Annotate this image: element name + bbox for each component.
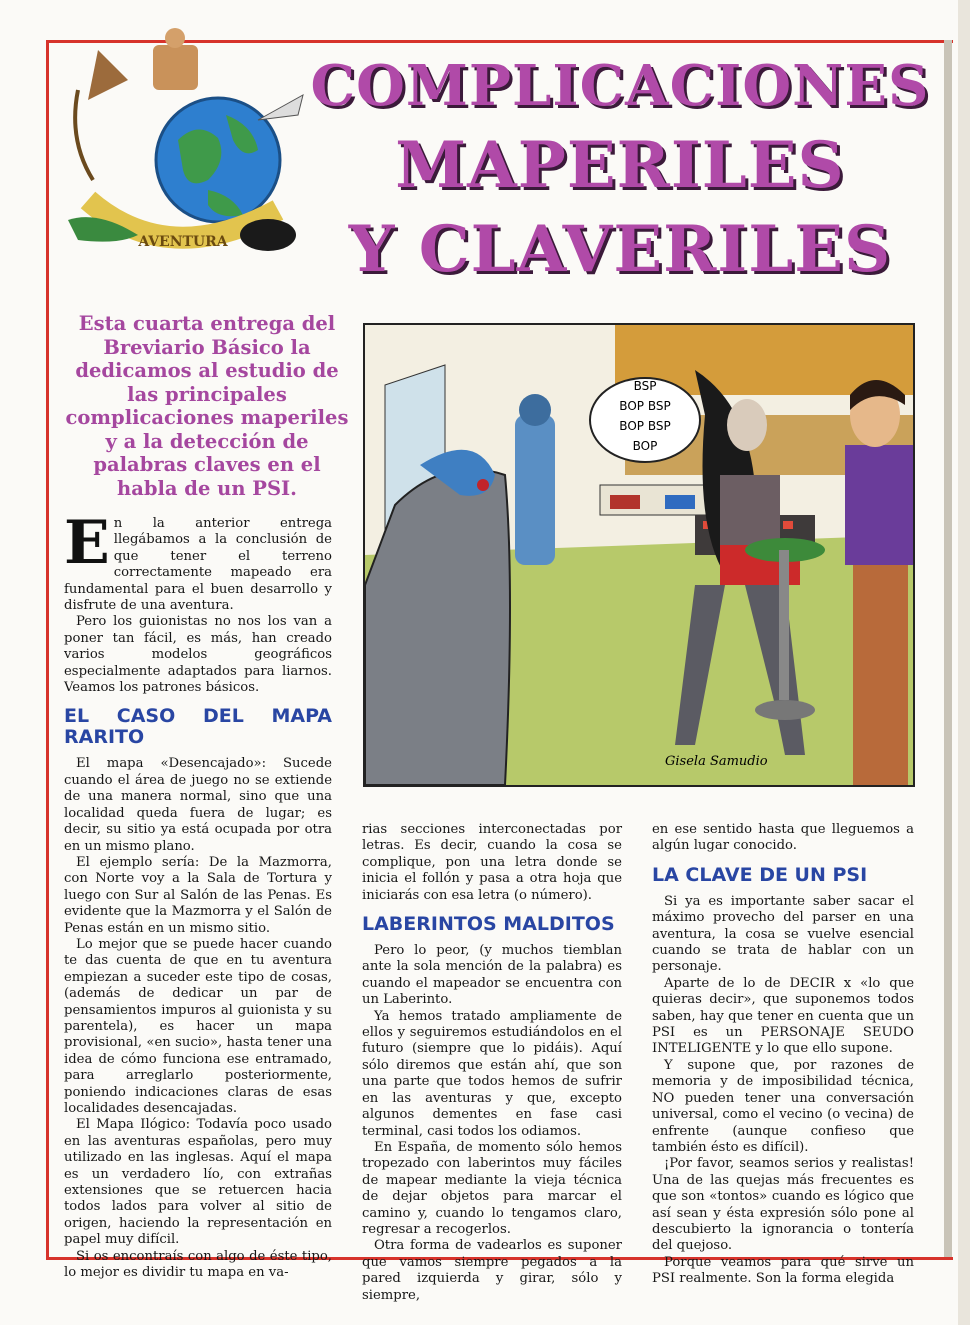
col1-paragraph-5: Lo mejor que se puede hacer cuando te das cuenta de que en tu aventura empiezan a suceder este tipo de cosas, (además de dedicar un par de pensamientos impuros al guionista y su parentela), es hacer un mapa provisional, «en sucio», hasta tener una idea de cómo funciona ese entramado, para arreglarlo posteriormente, poniendo indicaciones claras de esas localidades desencajadas. [64, 936, 332, 1116]
headline-line-3: Y CLAVERILES [348, 212, 892, 287]
col1-paragraph-3: El mapa «Desencajado»: Sucede cuando el área de juego no se extiende de una manera normal, sino que una localidad queda fuera de lugar; es decir, su sitio ya está ocupada por otra en un mismo plano. [64, 756, 332, 854]
col1-paragraph-1 [64, 508, 332, 614]
col2-paragraph-4: En España, de momento sólo hemos tropezado con laberintos muy fáciles de mapear mediante la vieja técnica de dejar objetos para marcar el camino y, cuando lo tengamos claro, regresar a recogerlos. [362, 1139, 622, 1237]
page-edge [958, 0, 970, 1325]
col3-paragraph-3: Aparte de lo de DECIR x «lo que quieras decir», que suponemos todos saben, hay que tener en cuenta que un PSI es un PERSONAJE SEUDO INTELIGENTE y lo que ello supone. [652, 975, 914, 1057]
artist-signature: Gisela Samudio [665, 754, 768, 769]
man-sweater [845, 445, 913, 565]
bow-icon [75, 90, 93, 180]
comic-illustration [363, 323, 915, 787]
col2-paragraph-2: Pero lo peor, (y muchos tiemblan ante la sola mención de la palabra) es cuando el mapeador se encuentra con un Laberinto. [362, 943, 622, 1008]
speech-line-1: BSP [633, 379, 657, 393]
col2-paragraph-3: Ya hemos tratado ampliamente de ellos y seguiremos estudiándolos en el futuro (siempre que lo pidáis). Aquí sólo diremos que están ahí, que son una parte que todos hemos de sufrir en las aventuras y que, excepto algunos dementes en fase casi terminal, casi todos los odiamos. [362, 1008, 622, 1139]
figures-decoration [88, 50, 128, 100]
col3-paragraph-1: en ese sentido hasta que lleguemos a algún lugar conocido. [652, 822, 914, 854]
man-trousers [853, 565, 908, 785]
column-3 [652, 822, 914, 1288]
col3-paragraph-4: Y supone que, por razones de memoria y de imposibilidad técnica, NO pueden tener una conversación universal, como el vecino (o vecina) de enfrente (aunque confieso que también ésto es difícil). [652, 1057, 914, 1155]
section-heading-mapa-rarito: EL CASO DEL MAPA RARITO [64, 705, 332, 749]
col1-paragraph-2: Pero los guionistas no nos los van a poner tan fácil, es más, han creado varios modelos geográficos especialmente adaptados para liarnos. Veamos los patrones básicos. [64, 614, 332, 696]
headline-line-2: MAPERILES [395, 128, 845, 203]
panther-icon [240, 219, 296, 251]
page-gutter [944, 40, 952, 1257]
article-headline [300, 48, 940, 292]
col3-paragraph-6: Porque veamos para qué sirve un PSI realmente. Son la forma elegida [652, 1254, 914, 1287]
aventura-globe-logo [58, 20, 308, 270]
column-1 [64, 508, 332, 1281]
section-heading-clave-psi: LA CLAVE DE UN PSI [652, 863, 868, 886]
col1-paragraph-1-text: n la anterior entrega llegábamos a la conclusión de que tener el terreno correctamente mapeado era fundamental para el buen desarrollo y disfrute de una aventura. [64, 516, 332, 614]
drop-cap: E [64, 508, 110, 578]
logo-text: AVENTURA [138, 234, 228, 250]
speech-line-4: BOP [632, 439, 658, 453]
jet-icon [258, 95, 303, 120]
col3-paragraph-5: ¡Por favor, seamos serios y realistas! Una de las quejas más frecuentes es que son «tontos» cuando es lógico que así sean y ésta expresión sólo pone al descubierto la ignorancia o tontería del quejoso. [652, 1156, 914, 1254]
headline-line-1: COMPLICACIONES [310, 53, 930, 119]
col1-paragraph-7: Si os encontraís con algo de éste tipo, lo mejor es dividir tu mapa en va- [64, 1248, 332, 1281]
col3-paragraph-2: Si ya es importante saber sacar el máximo provecho del parser en una aventura, la cosa se vuelve esencial cuando se trata de hablar con un personaje. [652, 893, 914, 975]
section-heading-laberintos: LABERINTOS MALDITOS [362, 913, 615, 936]
col2-paragraph-1: rias secciones interconectadas por letras. Es decir, cuando la cosa se complique, pon una letra donde se inicia el follón y pasa a otra hoja que iniciarás con esa letra (o número). [362, 822, 622, 903]
small-robot [515, 415, 555, 565]
column-2 [362, 822, 622, 1304]
col2-paragraph-5: Otra forma de vadearlos es suponer que vamos siempre pegados a la pared izquierda y girar, sólo y siempre, [362, 1238, 622, 1303]
speech-line-3: BOP BSP [619, 419, 671, 433]
lead-paragraph: Esta cuarta entrega del Breviario Básico la dedicamos al estudio de las principales complicaciones maperiles y a la detección de palabras claves en el habla de un PSI. [65, 312, 349, 500]
col1-paragraph-6: El Mapa Ilógico: Todavía poco usado en las aventuras españolas, pero muy utilizado en las inglesas. Aquí el mapa es un verdadero lío, con extrañas extensiones que se retuercen hacia todos lados para volver al sitio de origen, haciendo la representación en papel muy difícil. [64, 1117, 332, 1248]
col1-paragraph-4: El ejemplo sería: De la Mazmorra, con Norte voy a la Sala de Tortura y luego con Sur al Salón de las Penas. Es evidente que la Mazmorra y el Salón de Penas están en un mismo sitio. [64, 854, 332, 936]
warrior-figure [153, 45, 198, 90]
speech-line-2: BOP BSP [619, 399, 671, 413]
